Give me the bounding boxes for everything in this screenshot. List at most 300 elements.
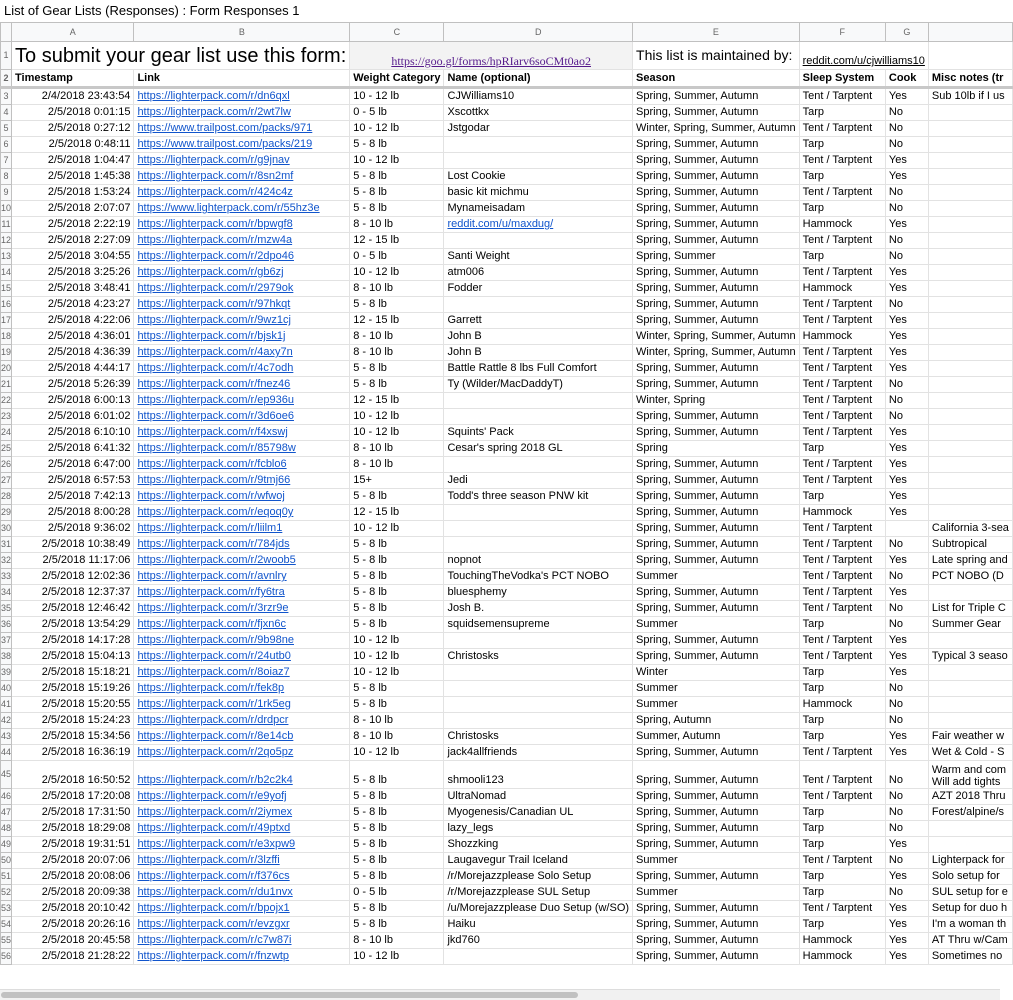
cook-cell[interactable]: Yes — [885, 425, 928, 441]
season-cell[interactable]: Spring, Summer, Autumn — [633, 297, 800, 313]
sleep-system-cell[interactable]: Tarp — [799, 729, 885, 745]
name-cell[interactable]: Todd's three season PNW kit — [444, 489, 633, 505]
column-header-b[interactable]: B — [134, 23, 350, 42]
name-cell[interactable] — [444, 713, 633, 729]
weight-cell[interactable]: 5 - 8 lb — [350, 681, 444, 697]
row-header[interactable]: 47 — [1, 805, 12, 821]
notes-cell[interactable] — [928, 281, 1012, 297]
weight-cell[interactable]: 10 - 12 lb — [350, 409, 444, 425]
season-cell[interactable]: Spring, Summer, Autumn — [633, 217, 800, 233]
timestamp-cell[interactable]: 2/5/2018 9:36:02 — [12, 521, 134, 537]
timestamp-cell[interactable]: 2/4/2018 23:43:54 — [12, 88, 134, 105]
row-header[interactable]: 10 — [1, 201, 12, 217]
timestamp-cell[interactable]: 2/5/2018 1:45:38 — [12, 169, 134, 185]
timestamp-cell[interactable]: 2/5/2018 10:38:49 — [12, 537, 134, 553]
link-cell[interactable]: https://lighterpack.com/r/liilm1 — [134, 521, 350, 537]
notes-cell[interactable]: Setup for duo h — [928, 901, 1012, 917]
name-cell[interactable]: basic kit michmu — [444, 185, 633, 201]
row-header[interactable]: 13 — [1, 249, 12, 265]
link-cell[interactable]: https://lighterpack.com/r/1rk5eg — [134, 697, 350, 713]
notes-cell[interactable]: Warm and com Will add tights — [928, 761, 1012, 789]
cook-cell[interactable]: Yes — [885, 869, 928, 885]
link-cell[interactable]: https://lighterpack.com/r/fcblo6 — [134, 457, 350, 473]
name-cell[interactable]: Haiku — [444, 917, 633, 933]
column-header-f[interactable]: F — [799, 23, 885, 42]
link-cell[interactable]: https://lighterpack.com/r/bpwgf8 — [134, 217, 350, 233]
timestamp-cell[interactable]: 2/5/2018 4:44:17 — [12, 361, 134, 377]
season-cell[interactable]: Summer — [633, 617, 800, 633]
timestamp-cell[interactable]: 2/5/2018 14:17:28 — [12, 633, 134, 649]
timestamp-cell[interactable]: 2/5/2018 15:18:21 — [12, 665, 134, 681]
select-all-corner[interactable] — [1, 23, 12, 42]
timestamp-cell[interactable]: 2/5/2018 15:34:56 — [12, 729, 134, 745]
row-header[interactable]: 44 — [1, 745, 12, 761]
name-cell[interactable]: TouchingTheVodka's PCT NOBO — [444, 569, 633, 585]
notes-cell[interactable]: SUL setup for e — [928, 885, 1012, 901]
notes-cell[interactable]: AZT 2018 Thru — [928, 789, 1012, 805]
weight-cell[interactable]: 5 - 8 lb — [350, 837, 444, 853]
sleep-system-cell[interactable]: Tent / Tarptent — [799, 745, 885, 761]
name-cell[interactable]: Garrett — [444, 313, 633, 329]
link-cell[interactable]: https://lighterpack.com/r/ep936u — [134, 393, 350, 409]
notes-cell[interactable] — [928, 633, 1012, 649]
name-cell[interactable]: nopnot — [444, 553, 633, 569]
name-cell[interactable]: Shozzking — [444, 837, 633, 853]
weight-cell[interactable]: 5 - 8 lb — [350, 601, 444, 617]
notes-cell[interactable]: AT Thru w/Cam — [928, 933, 1012, 949]
column-header-a[interactable]: A — [12, 23, 134, 42]
timestamp-cell[interactable]: 2/5/2018 4:22:06 — [12, 313, 134, 329]
season-cell[interactable]: Spring, Summer, Autumn — [633, 917, 800, 933]
cook-cell[interactable]: Yes — [885, 585, 928, 601]
maintainer-link[interactable]: reddit.com/u/cjwilliams10 — [799, 42, 928, 70]
link-cell[interactable]: https://lighterpack.com/r/2979ok — [134, 281, 350, 297]
link-cell[interactable]: https://lighterpack.com/r/f376cs — [134, 869, 350, 885]
weight-cell[interactable]: 12 - 15 lb — [350, 233, 444, 249]
cell[interactable] — [928, 42, 1012, 70]
cook-cell[interactable]: No — [885, 805, 928, 821]
sleep-system-cell[interactable]: Tarp — [799, 885, 885, 901]
sleep-system-cell[interactable]: Tarp — [799, 137, 885, 153]
link-cell[interactable]: https://lighterpack.com/r/fjxn6c — [134, 617, 350, 633]
name-cell[interactable]: Christosks — [444, 649, 633, 665]
scrollbar-thumb[interactable] — [1, 992, 578, 998]
column-header-e[interactable]: E — [633, 23, 800, 42]
link-cell[interactable]: https://lighterpack.com/r/3rzr9e — [134, 601, 350, 617]
season-cell[interactable]: Spring, Summer, Autumn — [633, 185, 800, 201]
row-header[interactable]: 34 — [1, 585, 12, 601]
name-cell[interactable]: Xscottkx — [444, 105, 633, 121]
cook-cell[interactable]: No — [885, 105, 928, 121]
cook-cell[interactable]: No — [885, 789, 928, 805]
name-cell[interactable] — [444, 233, 633, 249]
sleep-system-cell[interactable]: Tarp — [799, 201, 885, 217]
row-header[interactable]: 11 — [1, 217, 12, 233]
timestamp-cell[interactable]: 2/5/2018 5:26:39 — [12, 377, 134, 393]
weight-cell[interactable]: 5 - 8 lb — [350, 617, 444, 633]
timestamp-cell[interactable]: 2/5/2018 15:24:23 — [12, 713, 134, 729]
weight-cell[interactable]: 5 - 8 lb — [350, 201, 444, 217]
weight-cell[interactable]: 10 - 12 lb — [350, 949, 444, 965]
link-cell[interactable]: https://lighterpack.com/r/4axy7n — [134, 345, 350, 361]
season-cell[interactable]: Spring, Summer, Autumn — [633, 169, 800, 185]
weight-cell[interactable]: 5 - 8 lb — [350, 789, 444, 805]
sleep-system-cell[interactable]: Tent / Tarptent — [799, 789, 885, 805]
cook-cell[interactable]: No — [885, 185, 928, 201]
sleep-system-cell[interactable]: Tent / Tarptent — [799, 537, 885, 553]
name-cell[interactable]: reddit.com/u/maxdug/ — [444, 217, 633, 233]
row-header[interactable]: 46 — [1, 789, 12, 805]
cook-cell[interactable]: Yes — [885, 313, 928, 329]
cook-cell[interactable]: Yes — [885, 88, 928, 105]
link-cell[interactable]: https://lighterpack.com/r/3d6oe6 — [134, 409, 350, 425]
sleep-system-cell[interactable]: Tent / Tarptent — [799, 153, 885, 169]
sleep-system-cell[interactable]: Tent / Tarptent — [799, 233, 885, 249]
cook-cell[interactable]: No — [885, 297, 928, 313]
timestamp-cell[interactable]: 2/5/2018 13:54:29 — [12, 617, 134, 633]
row-header[interactable]: 5 — [1, 121, 12, 137]
timestamp-cell[interactable]: 2/5/2018 6:41:32 — [12, 441, 134, 457]
timestamp-cell[interactable]: 2/5/2018 4:23:27 — [12, 297, 134, 313]
weight-cell[interactable]: 10 - 12 lb — [350, 633, 444, 649]
weight-cell[interactable]: 5 - 8 lb — [350, 553, 444, 569]
sleep-system-cell[interactable]: Tarp — [799, 917, 885, 933]
name-cell[interactable] — [444, 137, 633, 153]
notes-cell[interactable]: Solo setup for — [928, 869, 1012, 885]
sleep-system-cell[interactable]: Tent / Tarptent — [799, 521, 885, 537]
sleep-system-cell[interactable]: Tent / Tarptent — [799, 649, 885, 665]
notes-cell[interactable] — [928, 345, 1012, 361]
name-cell[interactable]: Christosks — [444, 729, 633, 745]
link-cell[interactable]: https://lighterpack.com/r/2qo5pz — [134, 745, 350, 761]
cook-cell[interactable]: No — [885, 617, 928, 633]
sleep-system-cell[interactable]: Tent / Tarptent — [799, 88, 885, 105]
weight-cell[interactable]: 5 - 8 lb — [350, 569, 444, 585]
notes-cell[interactable] — [928, 377, 1012, 393]
row-header[interactable]: 55 — [1, 933, 12, 949]
cook-cell[interactable]: Yes — [885, 265, 928, 281]
header-name[interactable]: Name (optional) — [444, 70, 633, 88]
season-cell[interactable]: Spring, Summer, Autumn — [633, 505, 800, 521]
row-header[interactable]: 23 — [1, 409, 12, 425]
timestamp-cell[interactable]: 2/5/2018 1:04:47 — [12, 153, 134, 169]
link-cell[interactable]: https://lighterpack.com/r/2woob5 — [134, 553, 350, 569]
timestamp-cell[interactable]: 2/5/2018 4:36:01 — [12, 329, 134, 345]
name-cell[interactable]: Battle Rattle 8 lbs Full Comfort — [444, 361, 633, 377]
name-cell[interactable] — [444, 681, 633, 697]
season-cell[interactable]: Spring, Summer, Autumn — [633, 137, 800, 153]
link-cell[interactable]: https://lighterpack.com/r/evzgxr — [134, 917, 350, 933]
season-cell[interactable]: Spring, Summer, Autumn — [633, 521, 800, 537]
timestamp-cell[interactable]: 2/5/2018 20:07:06 — [12, 853, 134, 869]
row-header[interactable]: 12 — [1, 233, 12, 249]
cook-cell[interactable]: Yes — [885, 345, 928, 361]
name-cell[interactable]: /r/Morejazzplease SUL Setup — [444, 885, 633, 901]
link-cell[interactable]: https://lighterpack.com/r/9b98ne — [134, 633, 350, 649]
sleep-system-cell[interactable]: Hammock — [799, 697, 885, 713]
name-cell[interactable]: John B — [444, 345, 633, 361]
season-cell[interactable]: Spring, Summer, Autumn — [633, 265, 800, 281]
notes-cell[interactable]: Wet & Cold - S — [928, 745, 1012, 761]
cook-cell[interactable]: Yes — [885, 933, 928, 949]
name-cell[interactable]: squidsemensupreme — [444, 617, 633, 633]
timestamp-cell[interactable]: 2/5/2018 3:25:26 — [12, 265, 134, 281]
sleep-system-cell[interactable]: Tent / Tarptent — [799, 601, 885, 617]
header-weight-category[interactable]: Weight Category — [350, 70, 444, 88]
cook-cell[interactable]: Yes — [885, 169, 928, 185]
weight-cell[interactable]: 12 - 15 lb — [350, 393, 444, 409]
season-cell[interactable]: Winter, Spring, Summer, Autumn — [633, 329, 800, 345]
link-cell[interactable]: https://lighterpack.com/r/du1nvx — [134, 885, 350, 901]
cook-cell[interactable]: Yes — [885, 361, 928, 377]
weight-cell[interactable]: 5 - 8 lb — [350, 805, 444, 821]
timestamp-cell[interactable]: 2/5/2018 2:22:19 — [12, 217, 134, 233]
notes-cell[interactable] — [928, 361, 1012, 377]
sleep-system-cell[interactable]: Tarp — [799, 169, 885, 185]
timestamp-cell[interactable]: 2/5/2018 6:10:10 — [12, 425, 134, 441]
name-cell[interactable]: CJWilliams10 — [444, 88, 633, 105]
name-cell[interactable] — [444, 665, 633, 681]
season-cell[interactable]: Spring, Summer, Autumn — [633, 601, 800, 617]
season-cell[interactable]: Spring, Summer, Autumn — [633, 933, 800, 949]
weight-cell[interactable]: 8 - 10 lb — [350, 329, 444, 345]
weight-cell[interactable]: 10 - 12 lb — [350, 665, 444, 681]
column-header-h[interactable] — [928, 23, 1012, 42]
sleep-system-cell[interactable]: Tent / Tarptent — [799, 377, 885, 393]
cook-cell[interactable]: Yes — [885, 441, 928, 457]
notes-cell[interactable] — [928, 105, 1012, 121]
sleep-system-cell[interactable]: Tarp — [799, 249, 885, 265]
weight-cell[interactable]: 5 - 8 lb — [350, 377, 444, 393]
notes-cell[interactable] — [928, 697, 1012, 713]
timestamp-cell[interactable]: 2/5/2018 15:04:13 — [12, 649, 134, 665]
timestamp-cell[interactable]: 2/5/2018 6:01:02 — [12, 409, 134, 425]
name-cell[interactable]: Laugavegur Trail Iceland — [444, 853, 633, 869]
row-header[interactable]: 15 — [1, 281, 12, 297]
link-cell[interactable]: https://lighterpack.com/r/eqoq0y — [134, 505, 350, 521]
column-header-c[interactable]: C — [350, 23, 444, 42]
season-cell[interactable]: Spring, Summer, Autumn — [633, 409, 800, 425]
notes-cell[interactable] — [928, 473, 1012, 489]
season-cell[interactable]: Spring, Summer, Autumn — [633, 88, 800, 105]
weight-cell[interactable]: 5 - 8 lb — [350, 537, 444, 553]
name-cell[interactable]: /u/Morejazzplease Duo Setup (w/SO) — [444, 901, 633, 917]
timestamp-cell[interactable]: 2/5/2018 17:20:08 — [12, 789, 134, 805]
timestamp-cell[interactable]: 2/5/2018 2:07:07 — [12, 201, 134, 217]
name-cell[interactable]: Ty (Wilder/MacDaddyT) — [444, 377, 633, 393]
cook-cell[interactable]: No — [885, 885, 928, 901]
cook-cell[interactable]: No — [885, 697, 928, 713]
sleep-system-cell[interactable]: Tent / Tarptent — [799, 185, 885, 201]
season-cell[interactable]: Winter, Spring, Summer, Autumn — [633, 345, 800, 361]
name-cell[interactable] — [444, 949, 633, 965]
notes-cell[interactable] — [928, 249, 1012, 265]
season-cell[interactable]: Spring, Summer, Autumn — [633, 313, 800, 329]
row-header[interactable]: 42 — [1, 713, 12, 729]
row-header[interactable]: 43 — [1, 729, 12, 745]
notes-cell[interactable] — [928, 665, 1012, 681]
row-header[interactable]: 7 — [1, 153, 12, 169]
weight-cell[interactable]: 8 - 10 lb — [350, 713, 444, 729]
timestamp-cell[interactable]: 2/5/2018 12:37:37 — [12, 585, 134, 601]
timestamp-cell[interactable]: 2/5/2018 2:27:09 — [12, 233, 134, 249]
timestamp-cell[interactable]: 2/5/2018 20:26:16 — [12, 917, 134, 933]
cook-cell[interactable]: No — [885, 121, 928, 137]
timestamp-cell[interactable]: 2/5/2018 1:53:24 — [12, 185, 134, 201]
row-header[interactable]: 18 — [1, 329, 12, 345]
name-cell[interactable] — [444, 153, 633, 169]
link-cell[interactable]: https://lighterpack.com/r/24utb0 — [134, 649, 350, 665]
name-cell[interactable]: Myogenesis/Canadian UL — [444, 805, 633, 821]
cook-cell[interactable]: Yes — [885, 665, 928, 681]
sleep-system-cell[interactable]: Hammock — [799, 949, 885, 965]
horizontal-scrollbar[interactable] — [0, 989, 1000, 1000]
header-sleep-system[interactable]: Sleep System — [799, 70, 885, 88]
row-header[interactable]: 6 — [1, 137, 12, 153]
season-cell[interactable]: Spring, Summer, Autumn — [633, 105, 800, 121]
notes-cell[interactable] — [928, 681, 1012, 697]
notes-cell[interactable] — [928, 329, 1012, 345]
notes-cell[interactable]: Typical 3 seaso — [928, 649, 1012, 665]
weight-cell[interactable]: 10 - 12 lb — [350, 265, 444, 281]
cook-cell[interactable]: Yes — [885, 489, 928, 505]
weight-cell[interactable]: 5 - 8 lb — [350, 901, 444, 917]
weight-cell[interactable]: 15+ — [350, 473, 444, 489]
notes-cell[interactable] — [928, 265, 1012, 281]
row-header[interactable]: 9 — [1, 185, 12, 201]
sleep-system-cell[interactable]: Tarp — [799, 837, 885, 853]
row-header[interactable]: 51 — [1, 869, 12, 885]
notes-cell[interactable] — [928, 821, 1012, 837]
season-cell[interactable]: Spring, Summer, Autumn — [633, 473, 800, 489]
header-cook[interactable]: Cook — [885, 70, 928, 88]
timestamp-cell[interactable]: 2/5/2018 20:08:06 — [12, 869, 134, 885]
weight-cell[interactable]: 10 - 12 lb — [350, 88, 444, 105]
season-cell[interactable]: Winter — [633, 665, 800, 681]
row-header[interactable]: 38 — [1, 649, 12, 665]
season-cell[interactable]: Spring, Summer, Autumn — [633, 537, 800, 553]
season-cell[interactable]: Summer — [633, 853, 800, 869]
season-cell[interactable]: Spring, Summer, Autumn — [633, 425, 800, 441]
sleep-system-cell[interactable]: Tarp — [799, 489, 885, 505]
column-header-d[interactable]: D — [444, 23, 633, 42]
season-cell[interactable]: Spring — [633, 441, 800, 457]
link-cell[interactable]: https://lighterpack.com/r/3lzffi — [134, 853, 350, 869]
cook-cell[interactable]: Yes — [885, 633, 928, 649]
sleep-system-cell[interactable]: Tent / Tarptent — [799, 569, 885, 585]
row-header[interactable]: 26 — [1, 457, 12, 473]
name-cell[interactable]: shmooli123 — [444, 761, 633, 789]
season-cell[interactable]: Spring, Summer, Autumn — [633, 281, 800, 297]
row-header[interactable]: 16 — [1, 297, 12, 313]
cook-cell[interactable]: Yes — [885, 901, 928, 917]
cook-cell[interactable]: No — [885, 393, 928, 409]
link-cell[interactable]: https://www.trailpost.com/packs/971 — [134, 121, 350, 137]
notes-cell[interactable] — [928, 489, 1012, 505]
sleep-system-cell[interactable]: Hammock — [799, 933, 885, 949]
row-header[interactable]: 3 — [1, 88, 12, 105]
sleep-system-cell[interactable]: Tent / Tarptent — [799, 121, 885, 137]
timestamp-cell[interactable]: 2/5/2018 15:20:55 — [12, 697, 134, 713]
sleep-system-cell[interactable]: Tent / Tarptent — [799, 425, 885, 441]
link-cell[interactable]: https://lighterpack.com/r/8e14cb — [134, 729, 350, 745]
notes-cell[interactable] — [928, 425, 1012, 441]
header-link[interactable]: Link — [134, 70, 350, 88]
name-cell[interactable] — [444, 537, 633, 553]
row-header[interactable]: 19 — [1, 345, 12, 361]
sleep-system-cell[interactable]: Tent / Tarptent — [799, 393, 885, 409]
name-cell[interactable]: bluesphemy — [444, 585, 633, 601]
timestamp-cell[interactable]: 2/5/2018 8:00:28 — [12, 505, 134, 521]
name-cell[interactable] — [444, 409, 633, 425]
link-cell[interactable]: https://lighterpack.com/r/f4xswj — [134, 425, 350, 441]
row-header[interactable]: 22 — [1, 393, 12, 409]
notes-cell[interactable] — [928, 201, 1012, 217]
row-header[interactable]: 50 — [1, 853, 12, 869]
cook-cell[interactable]: No — [885, 601, 928, 617]
weight-cell[interactable]: 5 - 8 lb — [350, 185, 444, 201]
timestamp-cell[interactable]: 2/5/2018 6:00:13 — [12, 393, 134, 409]
weight-cell[interactable]: 12 - 15 lb — [350, 505, 444, 521]
timestamp-cell[interactable]: 2/5/2018 11:17:06 — [12, 553, 134, 569]
timestamp-cell[interactable]: 2/5/2018 0:48:11 — [12, 137, 134, 153]
notes-cell[interactable] — [928, 121, 1012, 137]
row-header[interactable]: 17 — [1, 313, 12, 329]
season-cell[interactable]: Spring, Summer, Autumn — [633, 901, 800, 917]
timestamp-cell[interactable]: 2/5/2018 6:57:53 — [12, 473, 134, 489]
link-cell[interactable]: https://www.lighterpack.com/r/55hz3e — [134, 201, 350, 217]
season-cell[interactable]: Spring, Summer, Autumn — [633, 633, 800, 649]
cook-cell[interactable]: No — [885, 201, 928, 217]
cook-cell[interactable]: Yes — [885, 457, 928, 473]
header-timestamp[interactable]: Timestamp — [12, 70, 134, 88]
row-header[interactable]: 56 — [1, 949, 12, 965]
season-cell[interactable]: Spring, Summer, Autumn — [633, 761, 800, 789]
link-cell[interactable]: https://lighterpack.com/r/mzw4a — [134, 233, 350, 249]
row-header[interactable]: 53 — [1, 901, 12, 917]
cook-cell[interactable]: Yes — [885, 649, 928, 665]
name-cell[interactable]: atm006 — [444, 265, 633, 281]
notes-cell[interactable] — [928, 137, 1012, 153]
name-cell[interactable]: lazy_legs — [444, 821, 633, 837]
timestamp-cell[interactable]: 2/5/2018 6:47:00 — [12, 457, 134, 473]
row-header[interactable]: 32 — [1, 553, 12, 569]
sleep-system-cell[interactable]: Tarp — [799, 105, 885, 121]
sleep-system-cell[interactable]: Tarp — [799, 665, 885, 681]
weight-cell[interactable]: 5 - 8 lb — [350, 917, 444, 933]
sleep-system-cell[interactable]: Tarp — [799, 869, 885, 885]
name-cell[interactable]: jkd760 — [444, 933, 633, 949]
weight-cell[interactable]: 8 - 10 lb — [350, 457, 444, 473]
weight-cell[interactable]: 12 - 15 lb — [350, 313, 444, 329]
timestamp-cell[interactable]: 2/5/2018 20:09:38 — [12, 885, 134, 901]
link-cell[interactable]: https://lighterpack.com/r/gb6zj — [134, 265, 350, 281]
link-cell[interactable]: https://lighterpack.com/r/49ptxd — [134, 821, 350, 837]
link-cell[interactable]: https://lighterpack.com/r/b2c2k4 — [134, 761, 350, 789]
link-cell[interactable]: https://lighterpack.com/r/97hkqt — [134, 297, 350, 313]
row-header[interactable]: 36 — [1, 617, 12, 633]
notes-cell[interactable] — [928, 409, 1012, 425]
link-cell[interactable]: https://lighterpack.com/r/2wt7lw — [134, 105, 350, 121]
weight-cell[interactable]: 8 - 10 lb — [350, 217, 444, 233]
name-cell[interactable]: Santi Weight — [444, 249, 633, 265]
cook-cell[interactable]: Yes — [885, 729, 928, 745]
link-cell[interactable]: https://lighterpack.com/r/9tmj66 — [134, 473, 350, 489]
sleep-system-cell[interactable]: Tarp — [799, 805, 885, 821]
cook-cell[interactable]: No — [885, 569, 928, 585]
link-cell[interactable]: https://lighterpack.com/r/fek8p — [134, 681, 350, 697]
season-cell[interactable]: Spring, Summer, Autumn — [633, 489, 800, 505]
